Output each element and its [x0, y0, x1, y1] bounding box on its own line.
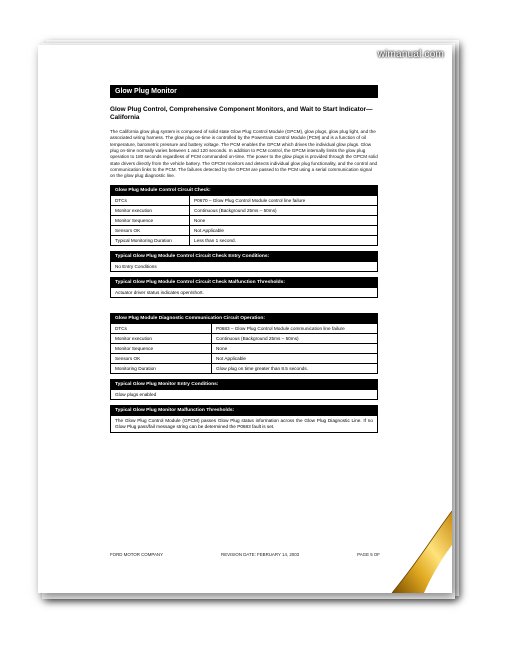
table-row	[111, 215, 377, 225]
box-heading: Typical Glow Plug Monitor Entry Conditions:	[111, 380, 377, 389]
box-heading: Typical Glow Plug Module Control Circuit Check Entry Conditions:	[111, 252, 377, 261]
row-label: Monitoring Duration	[111, 364, 212, 373]
box-text: Actuator driver status indicates open/short.	[111, 287, 377, 297]
communication-circuit-table	[110, 313, 378, 374]
box-heading: Typical Glow Plug Module Control Circuit Check Malfunction Thresholds:	[111, 278, 377, 287]
row-value: Less than 1 second.	[194, 237, 236, 243]
row-label: Monitor Sequence	[111, 216, 190, 225]
row-value: P0683 – Glow Plug Control Module communication line failure	[216, 325, 345, 331]
table-row	[111, 205, 377, 215]
row-value: Not Applicable	[216, 355, 246, 361]
row-label: DTCs	[111, 196, 190, 205]
table-row	[111, 195, 377, 205]
entry-conditions-box	[110, 251, 378, 272]
intro-paragraph: The California glow plug system is composed of solid state Glow Plug Control Module (GPCM), glow plugs, glow plug light, and the associated wiring harness. The glow plug on-time is controlled by the Powertrain Control Module (PCM) and is a function of oil temperature, barometric pressure and battery voltage. The PCM enables the GPCM which drives the individual glow plugs. Glow plug on-time normally varies between 1 and 120 seconds. In addition to PCM control, the GPCM internally limits the glow plug operation to 180 seconds regardless of PCM commanded on-time. The power to the glow plugs is provided through the GPCM solid state drivers directly from the vehicle battery. The GPCM monitors and detects individual glow plug functionality, and the control and communication links to the PCM. The failures detected by the GPCM are passed to the PCM using a serial communication signal on the glow plug diagnostic line.	[110, 129, 378, 179]
row-value: Continuous (Background 25ms – 50ms)	[216, 335, 299, 341]
box-text: No Entry Conditions	[111, 261, 377, 271]
row-value: Continuous (Background 25ms – 50ms)	[194, 207, 277, 213]
page-content	[110, 85, 378, 438]
box-heading: Typical Glow Plug Monitor Malfunction Thresholds:	[111, 406, 377, 415]
malfunction-thresholds-box	[110, 277, 378, 298]
page-footer	[110, 552, 380, 557]
table-row	[111, 323, 377, 333]
monitor-entry-conditions-box	[110, 379, 378, 400]
row-label: Monitor Sequence	[111, 344, 212, 353]
row-value: Glow plug on time greater than 8.5 seconds.	[216, 365, 308, 371]
row-label: Monitor execution	[111, 334, 212, 343]
row-value: None	[216, 345, 228, 351]
footer-page-number: PAGE 5 OF	[357, 552, 380, 557]
row-value: Not Applicable	[194, 227, 224, 233]
monitor-malfunction-thresholds-box	[110, 405, 378, 434]
table-row	[111, 225, 377, 235]
table-row	[111, 343, 377, 353]
table-heading: Glow Plug Module Diagnostic Communication Circuit Operation:	[111, 314, 377, 323]
table-row	[111, 363, 377, 373]
row-value: None	[194, 217, 206, 223]
box-text: Glow plugs enabled	[111, 389, 377, 399]
row-label: Sensors OK	[111, 226, 190, 235]
footer-revision-date: REVISION DATE: FEBRUARY 14, 2003	[221, 552, 300, 557]
subsection-title: Glow Plug Control, Comprehensive Component Monitors, and Wait to Start Indicator— California	[110, 106, 373, 121]
section-title: Glow Plug Monitor	[110, 85, 378, 98]
table-heading: Glow Plug Module Control Circuit Check:	[111, 186, 377, 195]
page-curl-icon	[386, 509, 452, 593]
row-label: Monitor execution	[111, 206, 190, 215]
table-row	[111, 235, 377, 245]
table-row	[111, 333, 377, 343]
footer-company: FORD MOTOR COMPANY	[110, 552, 164, 557]
table-row	[111, 353, 377, 363]
row-label: Typical Monitoring Duration	[111, 236, 190, 245]
row-label: DTCs	[111, 324, 212, 333]
circuit-check-table	[110, 185, 378, 246]
document-page	[38, 45, 452, 593]
box-text: The Glow Plug Control Module (GPCM) passes Glow Plug status information across the Glow Plug Diagnostic Line. If no Glow Plug pass/fail message string can be determined the P0683 fault is set.	[111, 415, 377, 433]
watermark: wimanual.com	[377, 49, 444, 60]
row-value: P0670 – Glow Plug Control Module control line failure	[194, 197, 306, 203]
row-label: Sensors OK	[111, 354, 212, 363]
